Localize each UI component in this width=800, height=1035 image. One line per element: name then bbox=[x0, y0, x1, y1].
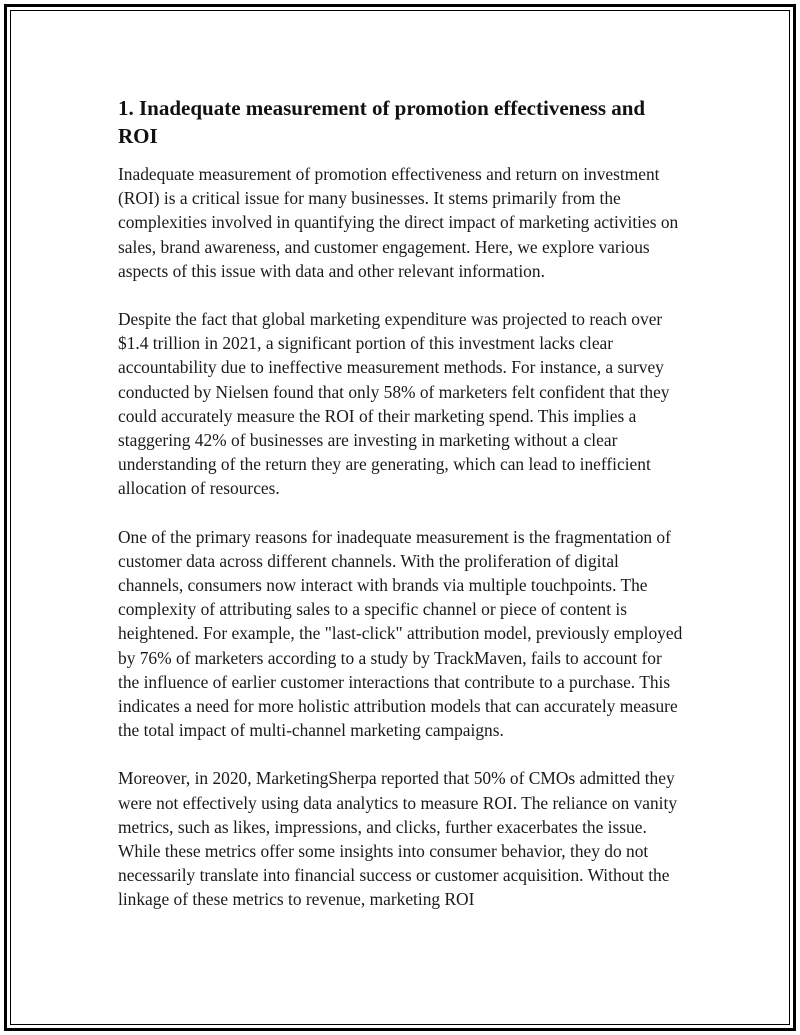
paragraph-expenditure: Despite the fact that global marketing expenditure was projected to reach over $1.4 trillion in 2021, a significant portion of this investment lacks clear accountability due to ineffective measurement methods. For instance, a survey conducted by Nielsen found that only 58% of marketers felt confident that they could accurately measure the ROI of their marketing spend. This implies a staggering 42% of businesses are investing in marketing without a clear understanding of the return they are generating, which can lead to inefficient allocation of resources. bbox=[118, 309, 670, 499]
paragraph-intro: Inadequate measurement of promotion effectiveness and return on investment (ROI) is a critical issue for many businesses. It stems primarily from the complexities involved in quantifying the direct impact of marketing activities on sales, brand awareness, and customer engagement. Here, we explore various aspects of this issue with data and other relevant information. bbox=[118, 164, 679, 281]
document-body bbox=[118, 94, 686, 936]
paragraph-fragmentation: One of the primary reasons for inadequate measurement is the fragmentation of customer data across different channels. With the proliferation of digital channels, consumers now interact with brands via multiple touchpoints. The complexity of attributing sales to a specific channel or piece of content is heightened. For example, the "last-click" attribution model, previously employed by 76% of marketers according to a study by TrackMaven, fails to account for the influence of earlier customer interactions that contribute to a purchase. This indicates a need for more holistic attribution models that can accurately measure the total impact of multi-channel marketing campaigns. bbox=[118, 526, 683, 741]
section-heading: 1. Inadequate measurement of promotion effectiveness and ROI bbox=[118, 96, 646, 148]
paragraph-analytics: Moreover, in 2020, MarketingSherpa reported that 50% of CMOs admitted they were not effectively using data analytics to measure ROI. The reliance on vanity metrics, such as likes, impressions, and clicks, further exacerbates the issue. While these metrics offer some insights into consumer behavior, they do not necessarily translate into financial success or customer acquisition. Without the linkage of these metrics to revenue, marketing ROI bbox=[118, 768, 678, 910]
